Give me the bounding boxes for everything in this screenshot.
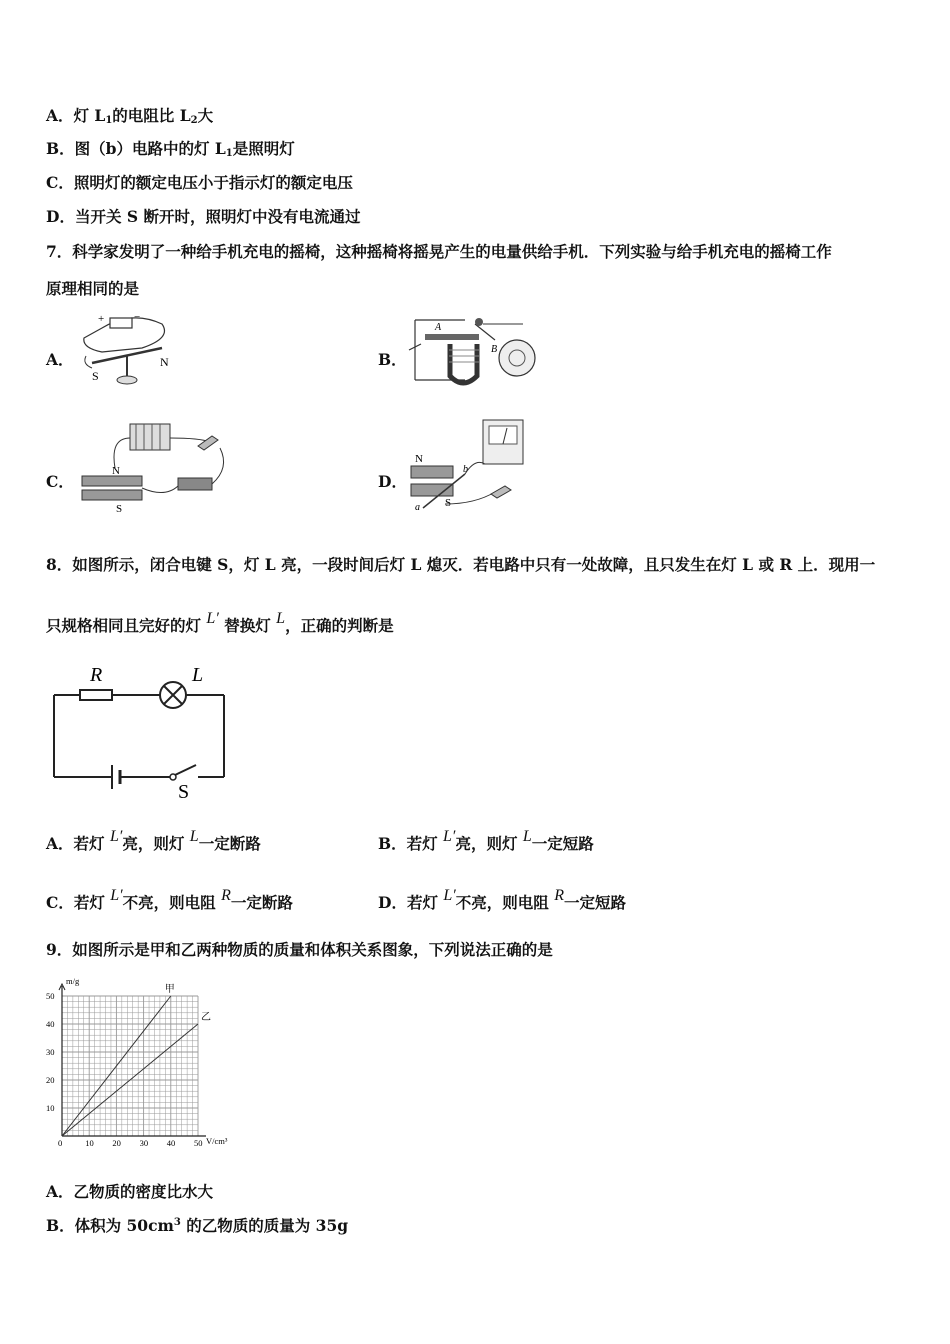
series-label: 甲 <box>164 984 175 995</box>
q7-figure-a <box>72 308 182 388</box>
q8-option-c: C．若灯 L′不亮，则电阻 R一定断路 <box>46 887 293 912</box>
x-tick-label: 10 <box>85 1138 94 1148</box>
q8-option-a: A．若灯 L′亮，则灯 L一定断路 <box>46 828 261 853</box>
x-tick-label: 20 <box>112 1138 121 1148</box>
q7-figure-d <box>405 418 530 513</box>
south-label: S <box>116 503 123 513</box>
x-tick-label: 50 <box>194 1138 203 1148</box>
switch-icon <box>175 765 196 775</box>
q6-option-c: C．照明灯的额定电压小于指示灯的额定电压 <box>46 173 353 192</box>
switch-icon <box>491 486 511 498</box>
rail-icon <box>178 478 212 490</box>
switch-label: S <box>178 781 190 803</box>
resistor-icon <box>80 690 112 700</box>
x-axis-label: V/cm³ <box>206 1136 228 1146</box>
plus-label: + <box>98 313 105 325</box>
q7-figure-b <box>405 310 545 392</box>
label-b: B <box>491 344 498 355</box>
q7-stem-line1: 7．科学家发明了一种给手机充电的摇椅，这种摇椅将摇晃产生的电量供给手机．下列实验与给手机充电的摇椅工作 <box>46 242 832 261</box>
y-tick-label: 40 <box>46 1019 55 1029</box>
y-axis-label: m/g <box>66 976 80 986</box>
y-tick-label: 10 <box>46 1103 55 1113</box>
q8-stem-line2: 只规格相同且完好的灯 L′ 替换灯 L，正确的判断是 <box>46 610 394 635</box>
q7-option-b-key: B． <box>378 350 407 369</box>
switch-icon <box>198 436 218 450</box>
south-label: S <box>445 497 452 509</box>
label-b: b <box>463 464 468 475</box>
y-tick-label: 30 <box>46 1047 55 1057</box>
minus-label: − <box>134 311 141 323</box>
symbol-l: L <box>276 610 286 627</box>
north-label: N <box>112 465 120 477</box>
rotation-arrow <box>85 356 92 368</box>
meter-face <box>489 426 517 444</box>
magnet-top <box>411 466 453 478</box>
magnet-top <box>82 476 142 486</box>
x-tick-label: 30 <box>139 1138 149 1148</box>
q9-option-a: A．乙物质的密度比水大 <box>46 1182 214 1201</box>
resistor-label: R <box>90 664 103 686</box>
stand-base <box>117 376 137 384</box>
q9-stem: 9．如图所示是甲和乙两种物质的质量和体积关系图象，下列说法正确的是 <box>46 940 553 959</box>
y-tick-label: 20 <box>46 1075 55 1085</box>
label-a: a <box>415 502 420 513</box>
contact-screw <box>475 318 483 326</box>
armature-bar <box>425 334 479 340</box>
q6-option-a: A．灯 $L_1$的电阻比 $L_2$大 <box>46 106 214 126</box>
north-label: N <box>160 355 169 369</box>
series-label: 乙 <box>201 1012 211 1023</box>
q8-option-d: D．若灯 L′不亮，则电阻 R一定短路 <box>378 887 626 912</box>
q9-option-b: B．体积为 $50cm^3$ 的乙物质的质量为 35g <box>46 1216 349 1235</box>
y-tick-label: 50 <box>46 991 55 1001</box>
q7-option-c-key: C． <box>46 472 74 491</box>
lamp-label: L <box>192 664 204 686</box>
q6-option-d: D．当开关 S 断开时，照明灯中没有电流通过 <box>46 207 361 226</box>
south-label: S <box>92 369 99 383</box>
q6-option-b: B．图（b）电路中的灯 $L_1$是照明灯 <box>46 139 295 159</box>
q7-stem-line2: 原理相同的是 <box>46 279 140 298</box>
magnet-bottom <box>82 490 142 500</box>
q8-option-b: B．若灯 L′亮，则灯 L一定短路 <box>378 828 594 853</box>
magnet-bottom <box>411 484 453 496</box>
north-label: N <box>415 453 423 465</box>
symbol-l-prime: L′ <box>206 610 219 627</box>
q7-option-a-key: A． <box>46 350 74 369</box>
x-tick-label: 0 <box>58 1138 63 1148</box>
label-a: A <box>435 322 442 333</box>
x-tick-label: 40 <box>166 1138 176 1148</box>
option-key: A． <box>46 106 74 125</box>
q8-circuit-diagram <box>40 655 245 805</box>
battery-icon <box>110 318 132 328</box>
q7-option-d-key: D． <box>378 472 407 491</box>
q7-figure-c <box>70 418 235 513</box>
q8-stem-line1: 8．如图所示，闭合电键 S，灯 L 亮，一段时间后灯 L 熄灭．若电路中只有一处故障，且只发生在灯 L 或 R 上．现用一 <box>46 555 876 574</box>
mass-volume-chart <box>40 966 250 1150</box>
bell-icon <box>499 340 535 376</box>
